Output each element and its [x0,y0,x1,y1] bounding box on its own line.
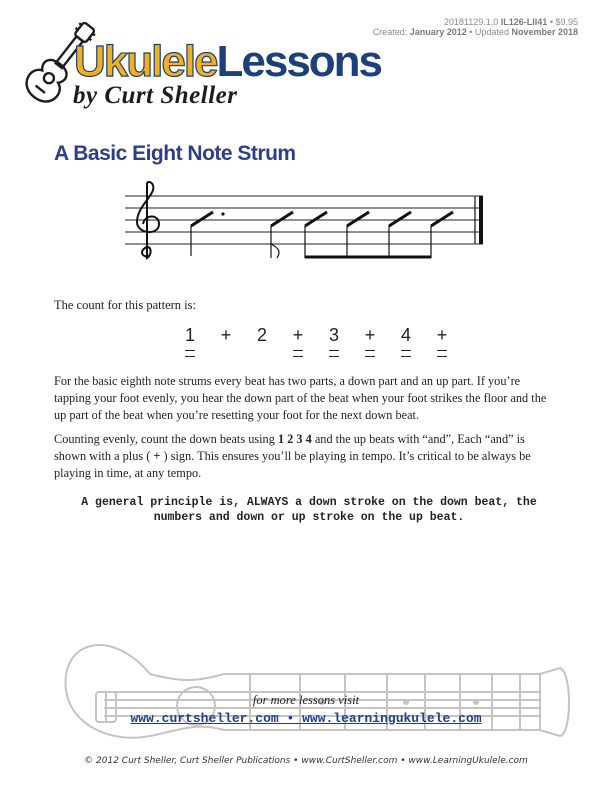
count-label: The count for this pattern is: [54,298,196,312]
count-underline [185,350,195,357]
learningukulele-link[interactable]: www.learningukulele.com [302,711,482,726]
copyright-line: © 2012 Curt Sheller, Curt Sheller Publications • www.CurtSheller.com • www.LearningUkulele.com [84,756,528,766]
product-code: IL126-LII41 [500,17,548,27]
footer-links: www.curtsheller.com • www.learningukulele.com [130,711,482,726]
count-beat-4: 4 [394,325,418,345]
slash-note-5 [389,212,411,258]
count-underline [293,350,303,357]
version-line: 20181129.1.0 IL126-LII41 • $9.95 [443,17,578,27]
updated-date: November 2018 [511,27,578,37]
count-underline [329,350,339,357]
count-underline [437,350,447,357]
logo-wordmark: UkuleleLessons [74,37,382,86]
count-beat-1: 1 [178,325,202,345]
count-and-4: + [430,325,454,345]
count-and-2: + [286,325,310,345]
staff-lines [125,196,483,244]
curtsheller-link[interactable]: www.curtsheller.com [130,711,279,726]
slash-note-3 [305,212,327,258]
slash-note-1 [191,212,213,256]
count-underline [401,350,411,357]
slash-note-4 [347,212,369,258]
dates-line: Created: January 2012 • Updated November 2018 [372,27,578,37]
count-beat-3: 3 [322,325,346,345]
beat-numbers: 1 2 3 4 [277,432,312,446]
strum-notation [125,178,490,268]
slash-note-2 [271,212,293,258]
count-and-3: + [358,325,382,345]
page-title: A Basic Eight Note Strum [54,142,296,165]
plus-sign: + [153,449,161,463]
count-beat-2: 2 [256,325,267,345]
paragraph-counting: Counting evenly, count the down beats using 1 2 3 4 and the up beats with “and”, Each “and” is shown with a plus ( + ) sign. This ensures you’ll be playing in tempo. It’s critical to be always be playing in time, at any tempo. [54,432,531,480]
count-and-1: + [220,325,232,345]
general-principle: A general principle is, ALWAYS a down stroke on the down beat, the numbers and down or up stroke on the up beat. [81,496,537,524]
paragraph-strum-parts: For the basic eighth note strums every beat has two parts, a down part and an up part. If you’re tapping your foot evenly, you hear the down part of the beat when your foot strikes the floor and the up part of the beat when you’re resetting your foot for the next down beat. [54,374,547,422]
slash-note-6 [431,212,453,258]
document-meta [373,17,578,37]
ukulele-outline-icon [0,612,612,762]
dot [221,212,224,215]
created-date: January 2012 [409,27,467,37]
count-underline [365,350,375,357]
footer-visit-text: for more lessons visit [252,693,360,707]
logo-byline: by Curt Sheller [73,82,238,109]
